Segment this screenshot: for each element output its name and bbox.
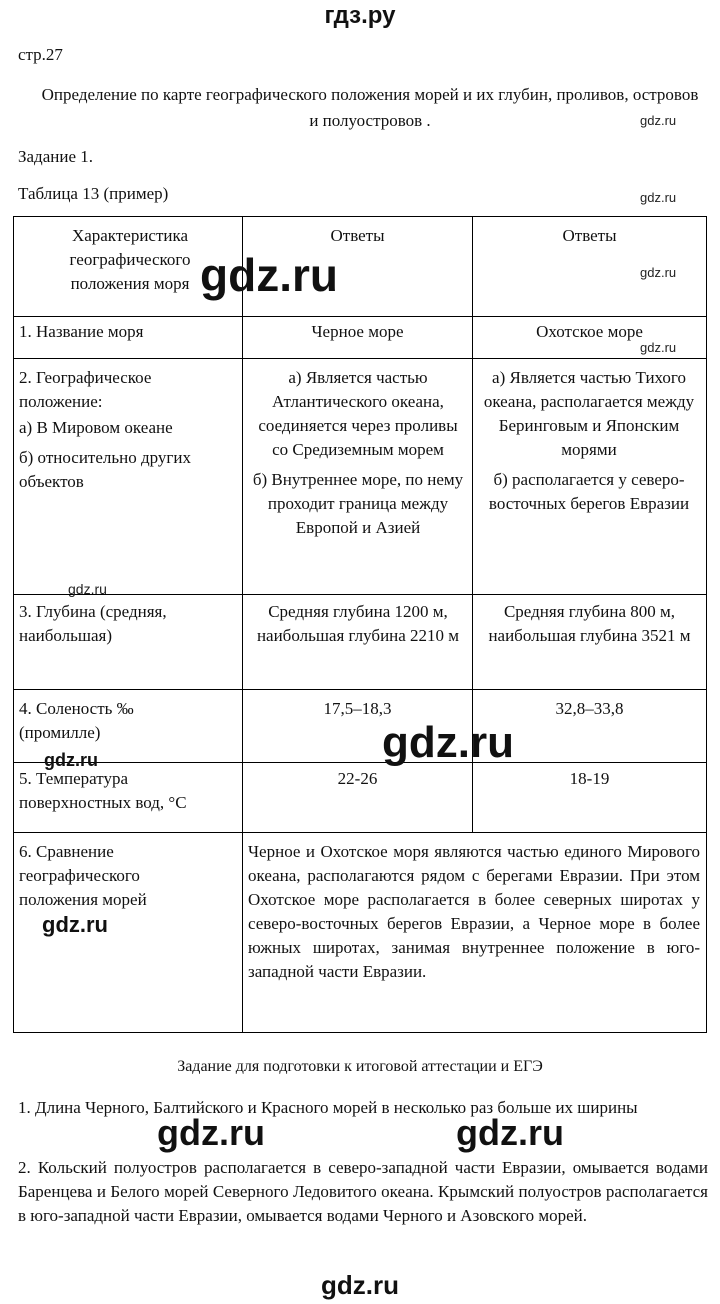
exam-heading: Задание для подготовки к итоговой аттестации и ЕГЭ xyxy=(177,1058,543,1075)
table-header-answers: Ответы xyxy=(562,226,617,245)
table-border-bottom xyxy=(13,1032,707,1033)
table-border-top xyxy=(13,216,707,217)
table-merged-cell: Черное и Охотское моря являются частью единого Мирового океана, располагаются рядом с берегами Евразии. При этом Охотское море располагается в более северных широтах у северо-восточных берегов Евразии, а Черное море в более южных широтах, занимая внутреннее положение в юго-западной части Евразии. xyxy=(248,842,700,981)
table-cell: 32,8–33,8 xyxy=(555,699,624,718)
site-title: гдз.ру xyxy=(324,2,396,29)
row-label-part: 2. Географическое положение: xyxy=(19,368,152,411)
watermark: gdz.ru xyxy=(640,265,677,280)
table-header-characteristic: Характеристика географического положения моря xyxy=(69,226,191,293)
table-row-label: 6. Сравнение географического положения морей xyxy=(19,842,147,909)
watermark: gdz.ru xyxy=(321,1270,399,1300)
table-border-left xyxy=(13,216,14,1033)
table-cell xyxy=(480,366,698,516)
table-border-right xyxy=(706,216,707,1033)
table-cell: Охотское море xyxy=(536,322,643,341)
table-row-label xyxy=(19,366,239,494)
row-label-part: а) В Мировом океане xyxy=(19,418,173,437)
watermark: gdz.ru xyxy=(200,249,338,301)
page-reference: стр.27 xyxy=(18,45,63,64)
row-label-part: б) относительно других объектов xyxy=(19,448,191,491)
table-row-label: 3. Глубина (средняя, наибольшая) xyxy=(19,602,167,645)
cell-part: б) располагается у северо-восточных берегов Евразии xyxy=(488,470,690,513)
answer-paragraph: 2. Кольский полуостров располагается в северо-западной части Евразии, омывается водами Баренцева и Белого морей Северного Ледовитого океана. Крымский полуостров располагается в юго-западной части Евразии, омывается водами Черного и Азовского морей. xyxy=(18,1158,708,1225)
watermark: gdz.ru xyxy=(157,1112,265,1153)
watermark: gdz.ru xyxy=(42,912,108,937)
watermark: gdz.ru xyxy=(68,581,107,597)
watermark: gdz.ru xyxy=(640,340,677,355)
table-cell: Средняя глубина 1200 м, наибольшая глубина 2210 м xyxy=(256,602,460,645)
table-cell: 22-26 xyxy=(337,769,378,788)
watermark: gdz.ru xyxy=(640,113,677,128)
watermark: gdz.ru xyxy=(44,750,98,770)
cell-part: а) Является частью Атлантического океана, соединяется через проливы со Средиземным морем xyxy=(258,368,458,459)
table-row-divider xyxy=(13,762,707,763)
table-row-divider xyxy=(13,358,707,359)
task-label: Задание 1. xyxy=(18,147,93,166)
watermark: gdz.ru xyxy=(640,190,677,205)
table-cell xyxy=(252,366,464,540)
table-cell: 17,5–18,3 xyxy=(323,699,392,718)
table-row-divider xyxy=(13,316,707,317)
cell-part: а) Является частью Тихого океана, располагается между Беринговым и Японским морями xyxy=(483,368,695,459)
table-row-label: 1. Название моря xyxy=(19,322,144,341)
table-row-label: 4. Соленость ‰ (промилле) xyxy=(19,699,134,742)
watermark: gdz.ru xyxy=(382,718,514,767)
table-row-divider xyxy=(13,594,707,595)
cell-part: б) Внутреннее море, по нему проходит граница между Европой и Азией xyxy=(252,470,464,537)
table-cell: 18-19 xyxy=(569,769,610,788)
table-cell: Средняя глубина 800 м, наибольшая глубина 3521 м xyxy=(488,602,691,645)
table-row-label: 5. Температура поверхностных вод, °С xyxy=(19,769,187,812)
table-row-divider xyxy=(13,689,707,690)
watermark: gdz.ru xyxy=(456,1112,564,1153)
table-row-divider xyxy=(13,832,707,833)
page-subtitle: Определение по карте географического положения морей и их глубин, проливов, островов и полуостровов . xyxy=(41,85,699,130)
table-caption: Таблица 13 (пример) xyxy=(18,184,169,203)
answer-paragraph: 1. Длина Черного, Балтийского и Красного морей в несколько раз больше их ширины xyxy=(18,1098,638,1117)
table-cell: Черное море xyxy=(311,322,404,341)
table-header-answers: Ответы xyxy=(330,226,385,245)
